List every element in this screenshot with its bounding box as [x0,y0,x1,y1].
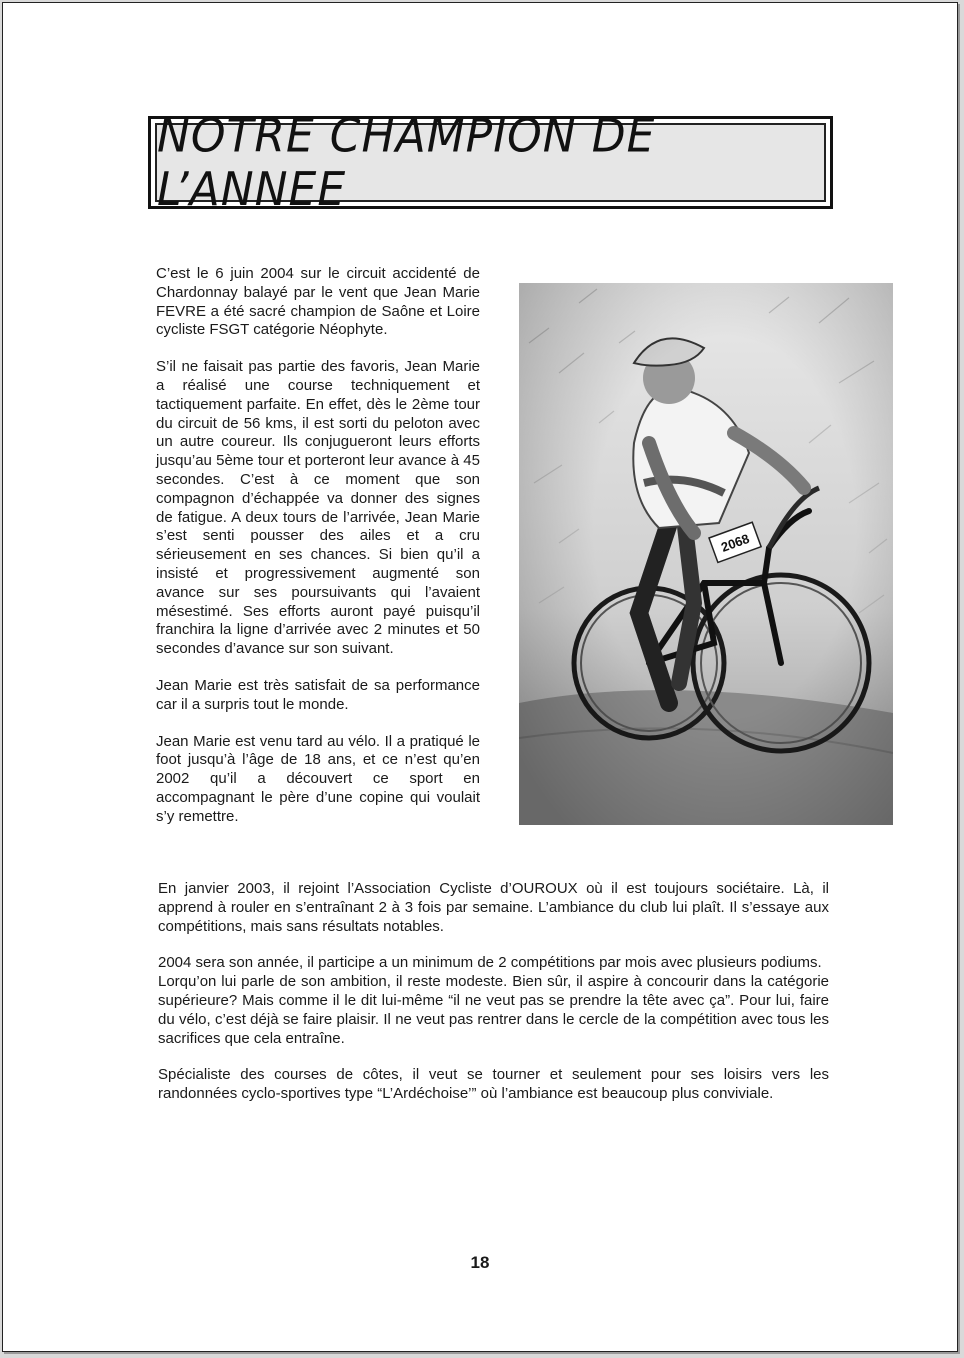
paragraph: 2004 sera son année, il participe a un minimum de 2 compétitions par mois avec plusieurs podiums. [158,954,822,972]
paragraph: En janvier 2003, il rejoint l’Association Cycliste d’OUROUX où il est toujours sociétaire. Là, il apprend à rouler en s’entraînant 2 à 3 fois par semaine. L’ambiance du club lui plaît. Il s’essaye aux compétitions, mais sans résultats notables. [158,880,829,935]
full-width-text [158,880,829,1122]
column-text [156,265,480,845]
cyclist-photo [519,283,893,825]
paragraph: Spécialiste des courses de côtes, il veut se tourner et seulement pour ses loisirs vers les randonnées cyclo-sportives type “L’Ardéchoise’” où l’ambiance est beaucoup plus conviviale. [158,1066,829,1103]
paragraph: Jean Marie est très satisfait de sa performance car il a surpris tout le monde. [156,676,480,713]
paragraph: Lorqu’on lui parle de son ambition, il reste modeste. Bien sûr, il aspire à concourir dans la catégorie supérieure? Mais comme il le dit lui-même “il ne veut pas se prendre la tête avec ça”. Pour lui, faire du vélo, c’est déjà se faire plaisir. Il ne veut pas rentrer dans le cercle de la compétition avec tous les sacrifices que cela entraîne. [158,973,829,1047]
paragraph: S’il ne faisait pas partie des favoris, Jean Marie a réalisé une course techniquement et tactiquement parfaite. En effet, dès le 2ème tour du circuit de 56 kms, il est sorti du peloton avec un autre coureur. Ils conjugueront leurs efforts jusqu’au 5ème tour et porteront leur avance à 45 secondes. C’est à ce moment que son compagnon d’échappée va donner des signes de fatigue. A deux tours de l’arrivée, Jean Marie s’est senti pousser des ailes et a cru sérieusement en ses chances. Si bien qu’il a insisté et progressivement augmenté son avance sur ses poursuivants qui l’avaient mésestimé. Ses efforts auront payé puisqu’il franchira la ligne d’arrivée avec 2 minutes et 50 secondes d’avance sur son suivant. [156,358,480,658]
page-title: NOTRE CHAMPION DE L’ANNEE [157,108,656,217]
title-frame [148,108,833,217]
paragraph: C’est le 6 juin 2004 sur le circuit accidenté de Chardonnay balayé par le vent que Jean Marie FEVRE a été sacré champion de Saône et Loire cycliste FSGT catégorie Néophyte. [156,265,480,339]
page-number: 18 [470,1253,490,1272]
document-page [2,2,958,1352]
title-banner [155,108,826,217]
paragraph: Jean Marie est venu tard au vélo. Il a pratiqué le foot jusqu’à l’âge de 18 ans, et ce n’est qu’en 2002 qu’il a découvert ce sport en accompagnant le père d’une copine qui voulait s’y remettre. [156,732,480,825]
